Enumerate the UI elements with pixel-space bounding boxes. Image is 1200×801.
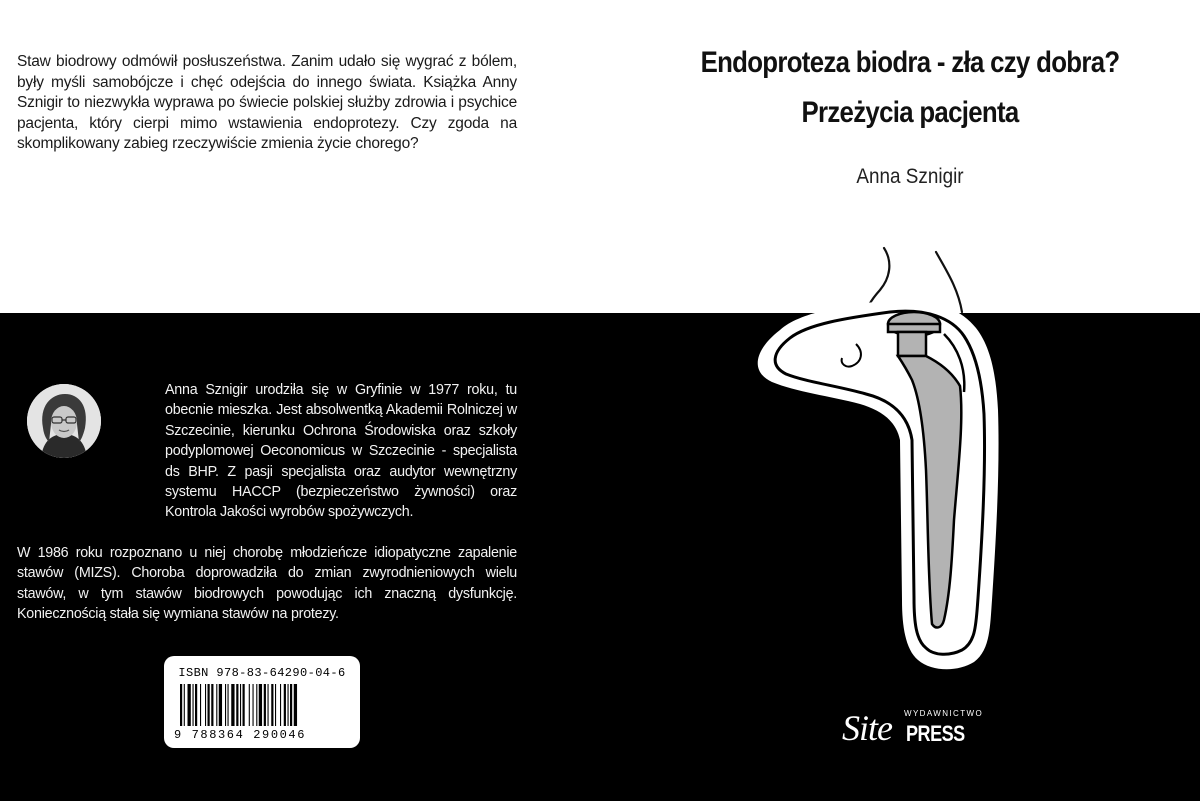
publisher-name-script: Site [842, 708, 892, 748]
title-line-2: Przeżycia pacjenta [801, 96, 1019, 129]
title-line-1: Endoproteza biodra - zła czy dobra? [700, 46, 1120, 79]
barcode-digits: 9 788364 290046 [174, 728, 307, 742]
publisher-logo [842, 705, 982, 755]
isbn-label: ISBN 978-83-64290-04-6 [178, 666, 346, 680]
author-name: Anna Sznigir [856, 165, 964, 188]
publisher-small-label: WYDAWNICTWO [904, 709, 984, 718]
bio-paragraph-1-text: Anna Sznigir urodziła się w Gryfinie w 1977 roku, tu obecnie mieszka. Jest absolwentką Akademii Rolniczej w Szczecinie, kierunku Ochrona Środowiska oraz szkoły podyplomowej Oeconomicus w Szczecinie - specjalista ds BHP. Z pasji specjalista oraz audytor wewnętrzny systemu HACCP (bezpieczeństwo żywności) oraz Kontrola Jakości wyrobów spożywczych. [165, 382, 517, 521]
back-cover-blurb: Staw biodrowy odmówił posłuszeństwa. Zanim udało się wygrać z bólem, były myśli samobójcze i chęć odejścia do innego świata. Książka Anny Sznigir to niezwykła wyprawa po świecie polskiej służby zdrowia i psychice pacjenta, który cierpi mimo wstawienia endoprotezy. Czy zgoda na skomplikowany zabieg rzeczywiście zmienia życie chorego? [17, 53, 517, 152]
femur-bone-icon [758, 299, 999, 669]
bio-paragraph-2: W 1986 roku rozpoznano u niej chorobę młodzieńcze idiopatyczne zapalenie stawów (MIZS). Choroba doprowadziła do zmian zwyrodnieniowych wielu stawów, w tym stawów biodrowych powodując ich znaczną dysfunkcję. Koniecznością stała się wymiana stawów na protezy. [17, 544, 517, 623]
publisher-name-bold: PRESS [906, 721, 965, 746]
